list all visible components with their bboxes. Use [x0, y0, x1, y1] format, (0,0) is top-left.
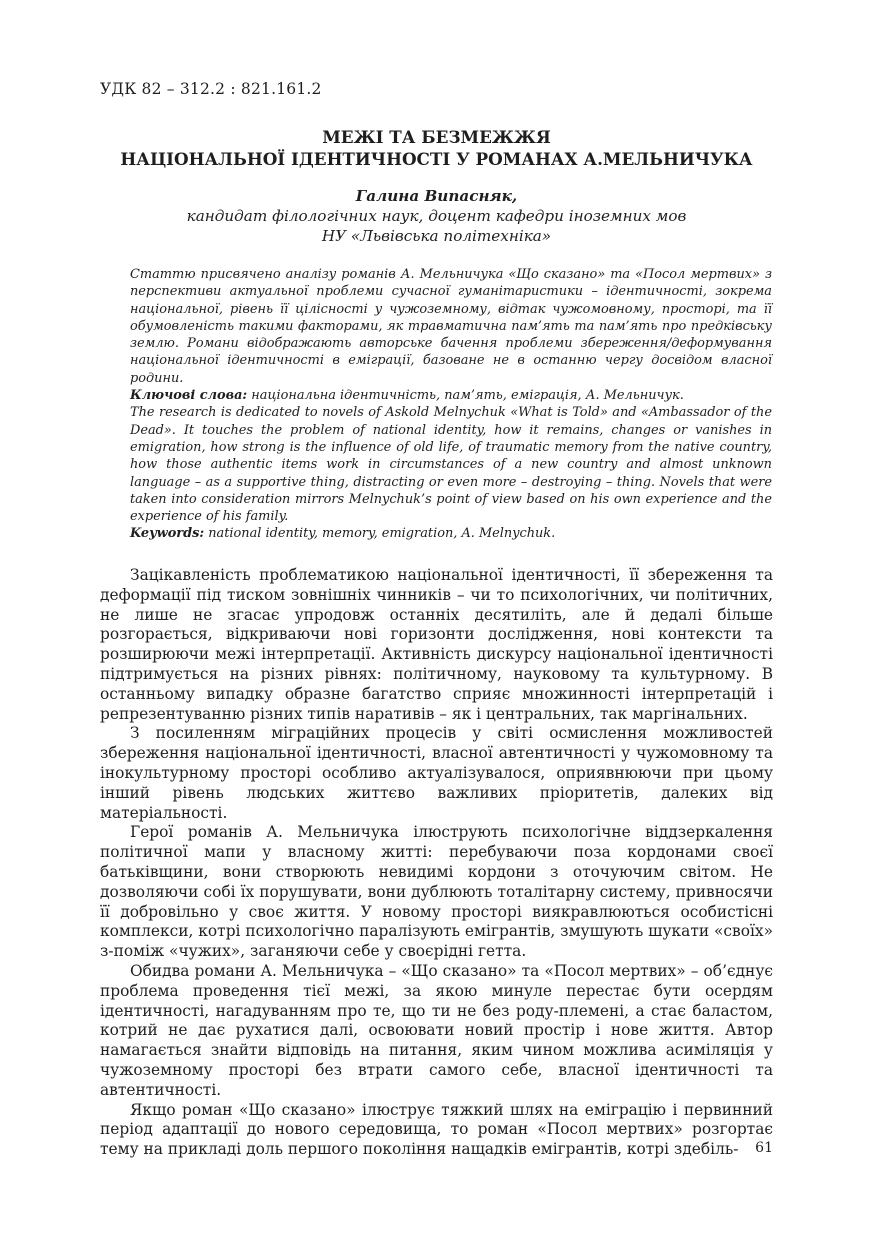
body-paragraph: Обидва романи А. Мельничука – «Що сказано» та «Посол мертвих» – об’єднує проблема проведення тієї межі, за якою минуле перестає бути осердям ідентичності, нагадуванням про те, що ти не без роду-племені, а стає баластом, котрий не дає рухатися далі, освоювати новий простір і нове життя. Автор намагається знайти відповідь на питання, яким чином можлива асиміляція у чужоземному просторі без втрати самого себе, власної ідентичності та автентичності.	[100, 961, 773, 1099]
article-title	[100, 126, 773, 170]
body-paragraph: Зацікавленість проблематикою національної ідентичності, її збереження та деформації під тиском зовнішніх чинників – чи то психологічних, чи політичних, не лише не згасає упродовж останніх десятиліть, але й дедалі більше розгорається, відкриваючи нові горизонти дослідження, нові контексти та розширюючи межі інтерпретації. Активність дискурсу національної ідентичності підтримується на різних рівнях: політичному, науковому та культурному. В останньому випадку образне багатство сприяє множинності інтерпретацій і репрезентуванню різних типів наративів – як і центральних, так маргінальних.	[100, 566, 773, 723]
body-paragraph: Герої романів А. Мельничука ілюструють психологічне віддзеркалення політичної мапи у власному житті: перебуваючи поза кордонами своєї батьківщини, вони створюють невидимі кордони з оточуючим світом. Не дозволяючи собі їх порушувати, вони дублюють тоталітарну систему, привносячи її добровільно у своє життя. У новому просторі виякравлюються особистісні комплекси, котрі психологічно паралізують емігрантів, змушують шукати «своїх» з-поміж «чужих», заганяючи себе у своєрідні гетта.	[100, 823, 773, 961]
author-institution: НУ «Львівська політехніка»	[321, 227, 552, 245]
journal-page	[100, 0, 773, 1240]
body-paragraph: Якщо роман «Що сказано» ілюструє тяжкий шлях на еміграцію і первинний період адаптації до нового середовища, то роман «Посол мертвих» розгортає тему на прикладі доль першого покоління нащадків емігрантів, котрі здебіль-	[100, 1100, 773, 1159]
page-number: 61	[755, 1140, 773, 1156]
author-name: Галина Випасняк,	[355, 187, 518, 205]
article-title-line-2: НАЦІОНАЛЬНОЇ ІДЕНТИЧНОСТІ У РОМАНАХ А.МЕЛЬНИЧУКА	[120, 149, 753, 169]
article-title-line-1: МЕЖІ ТА БЕЗМЕЖЖЯ	[322, 127, 551, 147]
keywords-english	[130, 525, 772, 542]
author-block	[100, 186, 773, 246]
article-body	[100, 566, 773, 1160]
abstract-ukrainian: Статтю присвячено аналізу романів А. Мельничука «Що сказано» та «Посол мертвих» з перспективи актуальної проблеми сучасної гуманітаристики – ідентичності, зокрема національної, рівень її цілісності у чужоземному, відтак чужомовному, просторі, та її обумовленість такими факторами, як травматична пам’ять та пам’ять про предківську землю. Романи відображають авторське бачення проблеми збереження/деформування національної ідентичності в еміграції, базоване не в останню чергу досвідом власної родини.	[130, 267, 772, 386]
abstract-english: The research is dedicated to novels of Askold Melnychuk «What is Told» and «Ambassador of the Dead». It touches the problem of national identity, how it remains, changes or vanishes in emigration, how strong is the influence of old life, of traumatic memory from the native country, how those authentic items work in circumstances of a new country and almost unknown language – as a supportive thing, distracting or even more – destroying – thing. Novels that were taken into consideration mirrors Melnychuk’s point of view based on his own experience and the experience of his family.	[130, 405, 772, 525]
abstract-section	[130, 266, 772, 543]
keywords-ukrainian	[130, 387, 772, 404]
keywords-english-list: national identity, memory, emigration, A. Melnychuk.	[204, 526, 556, 542]
keywords-ukrainian-list: національна ідентичність, пам’ять, еміграція, А. Мельничук.	[247, 388, 684, 404]
udk-code: УДК 82 – 312.2 : 821.161.2	[100, 80, 322, 98]
keywords-english-label: Keywords:	[130, 526, 205, 542]
body-paragraph: З посиленням міграційних процесів у світі осмислення можливостей збереження національної ідентичності, власної автентичності у чужомовному та інокультурному просторі особливо актуалізувалося, оприявнюючи при цьому інший рівень людських життєво важливих пріоритетів, далеких від матеріальності.	[100, 724, 773, 822]
author-position: кандидат філологічних наук, доцент кафедри іноземних мов	[186, 207, 687, 225]
keywords-ukrainian-label: Ключові слова:	[130, 388, 248, 404]
